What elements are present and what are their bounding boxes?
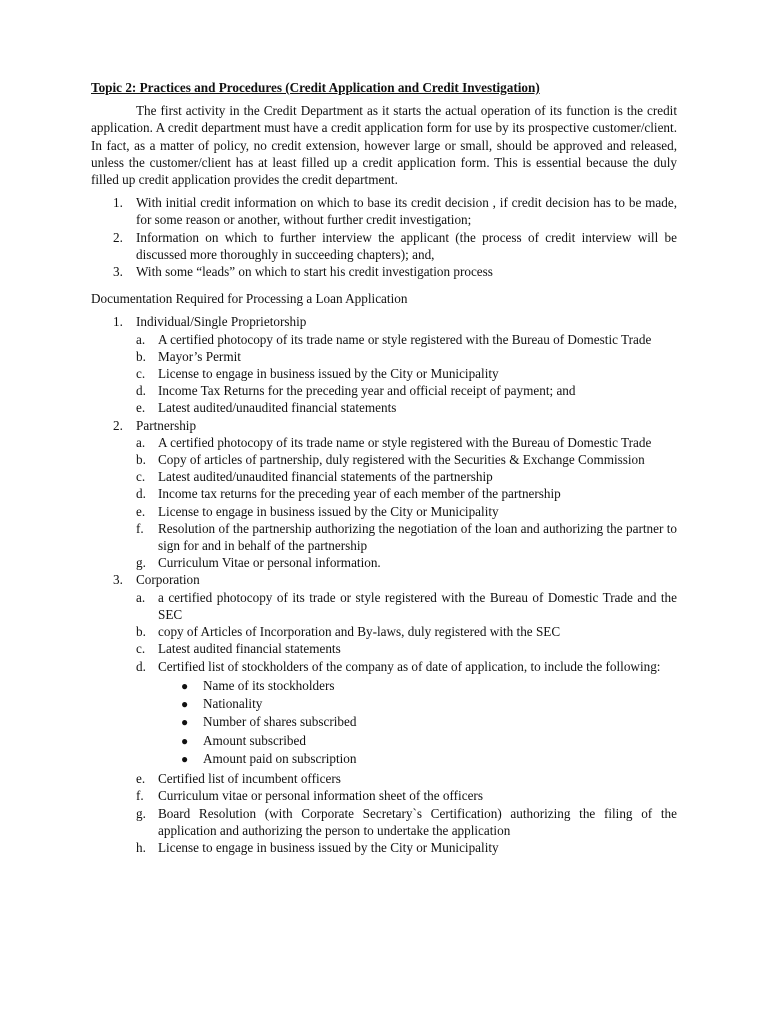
entity-name: Corporation [136,572,200,588]
list-marker: a. [136,589,146,605]
reason-item [91,229,677,263]
requirement-item [136,451,677,468]
requirement-item [136,399,677,416]
bullet-text: Amount paid on subscription [203,750,357,766]
list-marker: c. [136,366,146,382]
requirements-list [136,331,677,417]
list-marker: h. [136,840,146,855]
requirement-text: Latest audited financial statements [158,641,341,657]
requirement-item [136,485,677,502]
bullet-icon: ● [181,697,189,711]
requirement-item [136,331,677,348]
requirement-text: Copy of articles of partnership, duly registered with the Securities & Exchange Commission [158,452,645,468]
bullet-icon: ● [181,715,189,730]
bullet-text: Number of shares subscribed [203,714,357,730]
list-marker: g. [136,805,146,821]
requirement-item [136,348,677,365]
list-marker: e. [136,400,146,416]
requirement-text: copy of Articles of Incorporation and By-laws, duly registered with the SEC [158,624,561,640]
bullet-item [158,677,677,695]
bullet-text: Amount subscribed [203,732,306,748]
list-marker: 2. [113,417,123,433]
list-marker: c. [136,641,146,657]
bullet-text: Name of its stockholders [203,677,335,693]
entity-corporation [91,571,677,856]
list-marker: 3. [113,572,123,588]
requirement-text: Latest audited/unaudited financial statements of the partnership [158,469,493,485]
list-marker: b. [136,348,146,364]
requirement-item [136,640,677,657]
list-marker: f. [136,520,144,536]
bullet-item [158,750,677,768]
list-marker: b. [136,624,146,640]
requirement-item [136,787,677,804]
entity-individual [91,313,677,416]
requirement-text: License to engage in business issued by the City or Municipality [158,366,499,382]
requirement-text: A certified photocopy of its trade name or style registered with the Bureau of Domestic Trade [158,434,652,450]
requirement-text: Mayor’s Permit [158,348,241,364]
bullet-icon: ● [181,751,189,766]
requirement-item [136,589,677,623]
list-marker: e. [136,771,146,787]
entity-name: Individual/Single Proprietorship [136,314,307,330]
requirement-text: Income tax returns for the preceding year of each member of the partnership [158,486,561,502]
requirement-text: Certified list of incumbent officers [158,771,341,787]
list-marker: e. [136,503,146,519]
requirement-item [136,365,677,382]
entity-partnership [91,417,677,572]
bullet-item [158,695,677,713]
requirement-text: License to engage in business issued by the City or Municipality [158,840,499,855]
list-marker: d. [136,658,146,674]
reason-item [91,194,677,228]
requirement-item [136,805,677,839]
requirement-item [136,770,677,787]
entity-list [91,313,677,856]
requirement-text: Resolution of the partnership authorizing the negotiation of the loan and authorizing the partner to sign for and in behalf of the partnership [158,520,677,554]
requirement-item [136,503,677,520]
list-marker: c. [136,469,146,485]
requirement-item [136,839,677,856]
list-marker: d. [136,486,146,502]
requirement-text: Board Resolution (with Corporate Secretary`s Certification) authorizing the filing of the application and authorizing the person to undertake the application [158,805,677,838]
requirement-text: Curriculum Vitae or personal information. [158,555,381,571]
list-marker: b. [136,452,146,468]
bullet-item [158,732,677,750]
requirements-list [136,589,677,857]
entity-name: Partnership [136,417,197,433]
intro-paragraph: The first activity in the Credit Department as it starts the actual operation of its function is the credit application. A credit department must have a credit application form for use by its prospective customer/client. In fact, as a matter of policy, no credit extension, however large or small, should be approved and released, unless the customer/client has at least filled up a credit application form. This is essential because the duly filled up credit application provides the credit department. [91,103,677,188]
requirement-item [136,623,677,640]
list-marker: 1. [113,195,123,211]
requirement-text: Curriculum vitae or personal information sheet of the officers [158,788,483,804]
requirement-text: Certified list of stockholders of the company as of date of application, to include the following: [158,658,661,674]
bullet-icon: ● [181,678,189,693]
requirement-item [136,658,677,769]
requirement-text: a certified photocopy of its trade or style registered with the Bureau of Domestic Trade and the SEC [158,589,677,622]
reasons-list [91,194,677,280]
list-marker: d. [136,383,146,399]
reason-text: Information on which to further interview the applicant (the process of credit interview will be discussed more thoroughly in succeeding chapters); and, [136,229,677,262]
topic-title: Topic 2: Practices and Procedures (Credit Application and Credit Investigation) [91,80,540,95]
requirement-item [136,520,677,554]
requirements-list [136,434,677,572]
requirement-item [136,434,677,451]
requirement-item [136,554,677,571]
bullet-icon: ● [181,733,189,748]
list-marker: 3. [113,264,123,280]
requirement-item [136,468,677,485]
stockholder-details-list [158,677,677,768]
bullet-text: Nationality [203,696,263,711]
bullet-item [158,713,677,731]
reason-item [91,263,677,280]
requirement-text: License to engage in business issued by the City or Municipality [158,503,499,519]
list-marker: a. [136,331,146,347]
list-marker: 1. [113,314,123,330]
list-marker: 2. [113,229,123,245]
reason-text: With initial credit information on which to base its credit decision , if credit decision has to be made, for some reason or another, without further credit investigation; [136,195,677,228]
documentation-heading: Documentation Required for Processing a Loan Application [91,291,408,307]
reason-text: With some “leads” on which to start his credit investigation process [136,264,493,280]
requirement-text: Income Tax Returns for the preceding year and official receipt of payment; and [158,383,576,399]
list-marker: g. [136,555,146,571]
requirement-text: Latest audited/unaudited financial statements [158,400,397,416]
list-marker: f. [136,788,144,804]
list-marker: a. [136,434,146,450]
requirement-item [136,382,677,399]
requirement-text: A certified photocopy of its trade name or style registered with the Bureau of Domestic Trade [158,331,652,347]
